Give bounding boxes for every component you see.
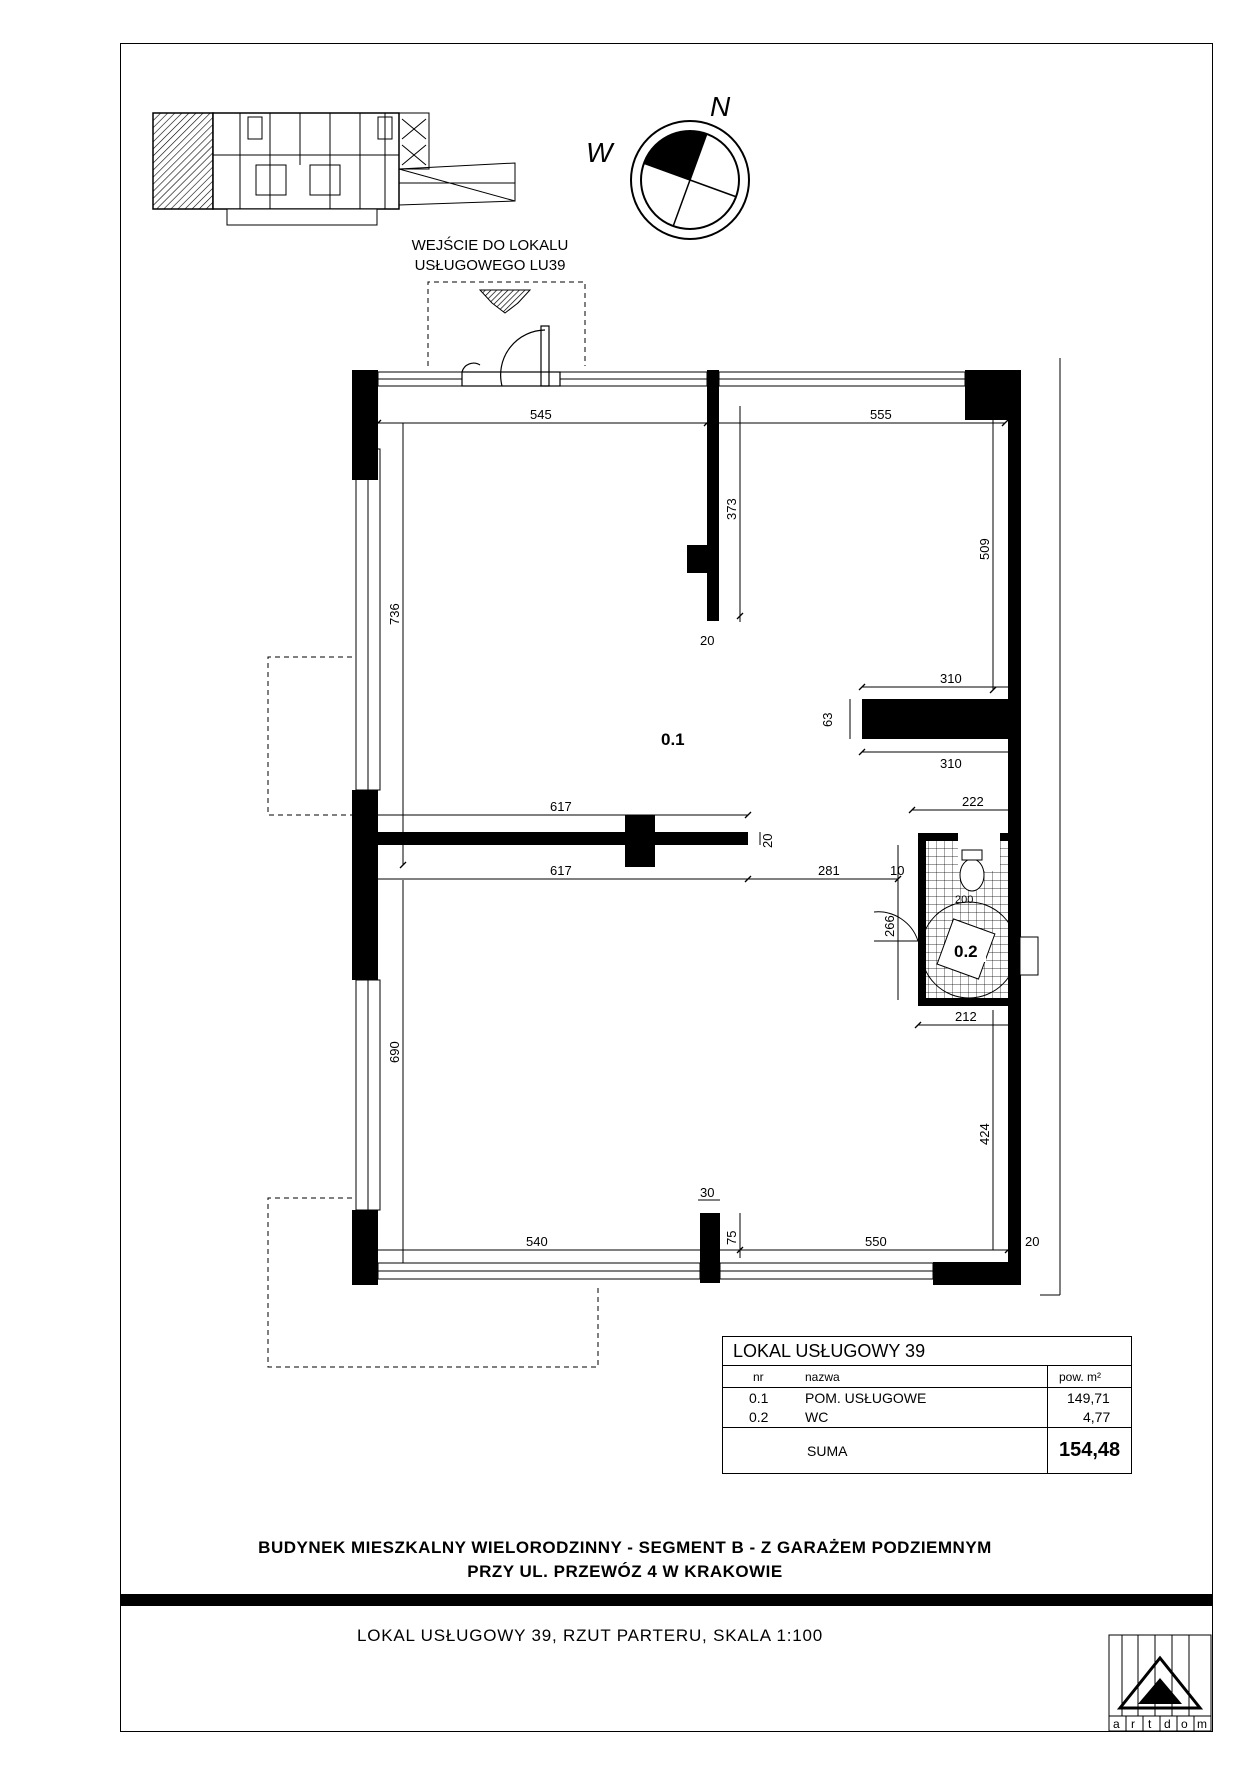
dim-left-lower-height: 690 [387, 1041, 402, 1063]
legend-col-nr: nr [753, 1370, 764, 1384]
dim-bottom-pier-width: 30 [700, 1185, 715, 1200]
legend-sum-value: 154,48 [1059, 1439, 1121, 1461]
svg-text:d: d [1164, 1717, 1171, 1731]
building-title-line2: PRZY UL. PRZEWÓZ 4 W KRAKOWIE [467, 1562, 783, 1581]
legend-row-1-area: 149,71 [1067, 1390, 1110, 1406]
svg-text:r: r [1131, 1717, 1135, 1731]
dim-right-upper-height: 509 [977, 538, 992, 560]
room-label-main: 0.1 [661, 730, 685, 749]
dim-wall-stub-thickness: 63 [820, 712, 835, 727]
legend-row-2-name: WC [805, 1409, 829, 1425]
dim-wc-height: 266 [882, 915, 897, 937]
dim-wall-stub-bottom: 310 [940, 756, 962, 771]
dim-bottom-pier-height: 75 [724, 1230, 739, 1245]
sink-icon [1020, 937, 1038, 975]
dim-wc-bottom: 212 [955, 1009, 977, 1024]
legend-row-1-name: POM. USŁUGOWE [805, 1390, 927, 1406]
legend-row-2-nr: 0.2 [749, 1409, 769, 1425]
title-divider-bar [120, 1594, 1213, 1606]
dim-wc-wall-top: 222 [962, 794, 984, 809]
toilet-icon [960, 859, 984, 891]
dim-right-lower-height: 424 [977, 1123, 992, 1145]
dim-wc-inner: 200 [955, 894, 974, 906]
compass-north-label: N [710, 91, 731, 122]
area-legend-table [722, 1336, 1132, 1474]
dim-wc-small: 10 [890, 863, 905, 878]
legend-row-2-area: 4,77 [1083, 1409, 1111, 1425]
walls [352, 370, 1021, 1285]
legend-sum-label: SUMA [807, 1443, 848, 1459]
dim-mid-wall-thickness: 20 [760, 833, 775, 848]
dim-bottom-corner: 20 [1025, 1234, 1040, 1249]
dim-partition-length: 373 [724, 498, 739, 520]
entrance-arrow-icon [480, 290, 530, 313]
legend-col-name: nazwa [805, 1370, 840, 1384]
dim-mid-wall-top: 617 [550, 799, 572, 814]
entrance-door [462, 326, 560, 386]
external-outline-west-upper [268, 657, 352, 815]
dim-wall-stub-top: 310 [940, 671, 962, 686]
compass-west-label: W [586, 137, 613, 168]
artdom-logo [1108, 1634, 1212, 1732]
dim-bottom-left-width: 540 [526, 1234, 548, 1249]
legend-row-1-nr: 0.1 [749, 1390, 769, 1406]
dim-partition-thickness: 20 [700, 633, 715, 648]
legend-col-area: pow. m² [1059, 1370, 1102, 1384]
legend-title: LOKAL USŁUGOWY 39 [733, 1341, 926, 1361]
dim-wc-gap: 281 [818, 863, 840, 878]
svg-text:a: a [1113, 1717, 1120, 1731]
entrance-label-line2: USŁUGOWEGO LU39 [414, 257, 566, 274]
dim-left-upper-height: 736 [387, 603, 402, 625]
svg-text:m: m [1197, 1717, 1207, 1731]
room-label-wc: 0.2 [954, 942, 978, 961]
building-title-line1: BUDYNEK MIESZKALNY WIELORODZINNY - SEGMENT B - Z GARAŻEM PODZIEMNYM [258, 1538, 992, 1557]
svg-text:t: t [1148, 1717, 1152, 1731]
dim-top-right-width: 555 [870, 407, 892, 422]
drawing-subtitle: LOKAL USŁUGOWY 39, RZUT PARTERU, SKALA 1:100 [356, 1626, 824, 1645]
dim-bottom-right-width: 550 [865, 1234, 887, 1249]
dim-top-left-width: 545 [530, 407, 552, 422]
entrance-label-line1: WEJŚCIE DO LOKALU [411, 237, 569, 254]
dim-mid-wall-bottom: 617 [550, 863, 572, 878]
external-outline-south-west [268, 1198, 598, 1367]
svg-text:o: o [1181, 1717, 1188, 1731]
